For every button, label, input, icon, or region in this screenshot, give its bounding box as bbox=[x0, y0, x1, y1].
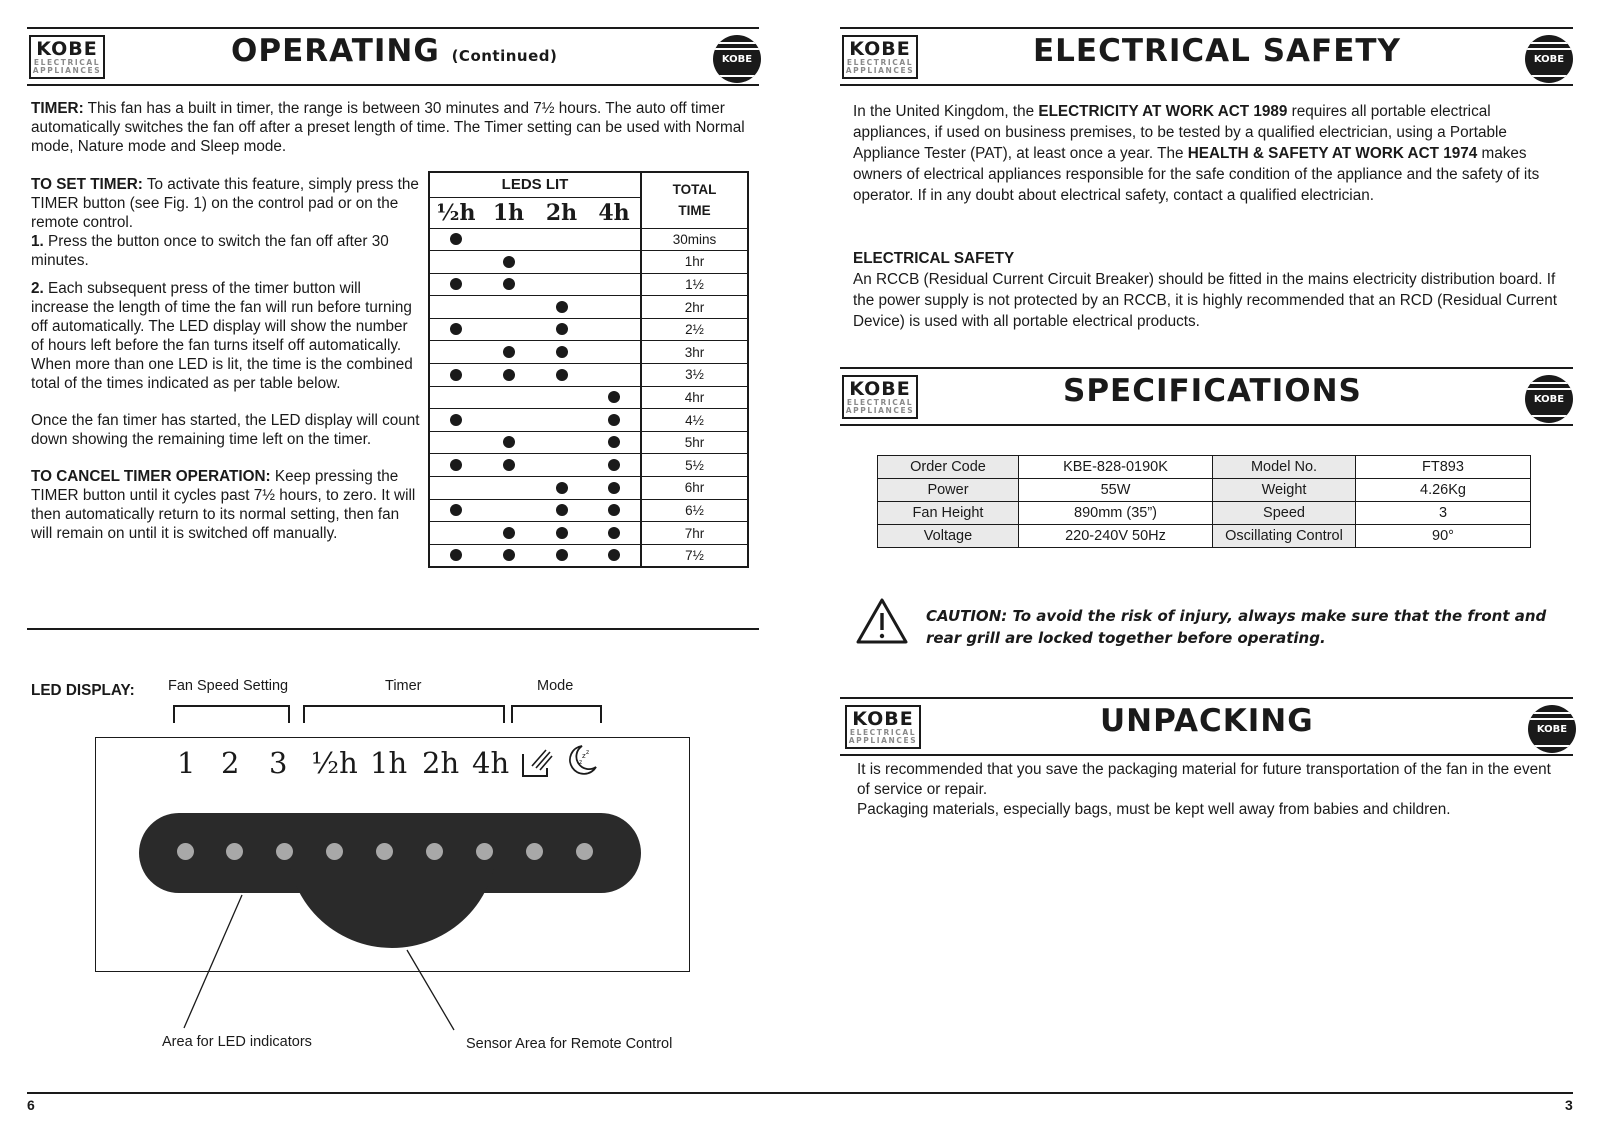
spec-row bbox=[878, 456, 1531, 479]
spec-value: 55W bbox=[1019, 479, 1213, 502]
rccb-text: An RCCB (Residual Current Circuit Breaker) should be fitted in the mains electricity distribution board. If the power supply is not protected by an RCCB, it is highly recommended that an RCD (Residual Current Device) is used with all portable electrical products. bbox=[853, 271, 1557, 330]
total-time-cell: 3hr bbox=[641, 341, 748, 364]
electrical-safety-text: In the United Kingdom, the ELECTRICITY AT WORK ACT 1989 requires all portable electrical appliances, if used on business premises, to be tested by a qualified electrician, using a Portable Appliance Tester (PAT), at least once a year. The HEALTH & SAFETY AT WORK ACT 1974 makes owners of electrical appliances responsible for the safe condition of the appliance and the safety of its operator. If in any doubt about electrical safety, contact a qualified electrician. bbox=[853, 103, 1540, 204]
spec-row bbox=[878, 479, 1531, 502]
unpack-header-rule-top bbox=[840, 697, 1573, 699]
mode-group-label: Mode bbox=[537, 678, 574, 694]
fan-speed-group-label: Fan Speed Setting bbox=[168, 678, 289, 694]
timer-group-label: Timer bbox=[385, 678, 422, 694]
spec-value: FT893 bbox=[1356, 456, 1531, 479]
total-time-cell: 3½ bbox=[641, 364, 748, 387]
timer-half-hour-label: ½h bbox=[311, 746, 358, 780]
kobe-logo: KOBE ELECTRICAL APPLIANCES bbox=[845, 705, 921, 749]
total-time-cell: 1hr bbox=[641, 251, 748, 274]
kobe-badge-icon: KOBE bbox=[1525, 35, 1573, 83]
spec-key: Oscillating Control bbox=[1213, 525, 1356, 548]
spec-key: Order Code bbox=[878, 456, 1019, 479]
spec-value: KBE-828-0190K bbox=[1019, 456, 1213, 479]
speed-1-label: 1 bbox=[177, 746, 196, 780]
spec-value: 890mm (35”) bbox=[1019, 502, 1213, 525]
caution-text: CAUTION: To avoid the risk of injury, always make sure that the front and rear grill are locked together before operating. bbox=[926, 607, 1547, 647]
svg-text:z: z bbox=[579, 759, 583, 766]
total-time-cell: 5½ bbox=[641, 454, 748, 477]
specifications-table bbox=[877, 455, 1531, 548]
caution-warning-icon bbox=[855, 597, 909, 645]
led-display-label: LED DISPLAY: bbox=[31, 682, 135, 699]
led-col-half-hour: ½h bbox=[429, 197, 482, 228]
svg-text:z: z bbox=[582, 752, 586, 760]
total-time-cell: 30mins bbox=[641, 228, 748, 251]
page-number-left: 6 bbox=[27, 1097, 35, 1113]
total-time-cell: 5hr bbox=[641, 431, 748, 454]
title-continued: (Continued) bbox=[451, 47, 558, 65]
timer-intro: TIMER: This fan has a built in timer, the range is between 30 minutes and 7½ hours. The auto off timer automatically switches the fan off after a preset length of time. The Timer setting can be used with Normal mode, Nature mode and Sleep mode. bbox=[31, 100, 745, 155]
spec-row bbox=[878, 502, 1531, 525]
leds-lit-header: LEDS LIT bbox=[429, 172, 641, 197]
spec-key: Power bbox=[878, 479, 1019, 502]
section-title-electrical-safety: ELECTRICAL SAFETY bbox=[1033, 33, 1401, 69]
electrical-safety-subheading: ELECTRICAL SAFETY bbox=[853, 250, 1015, 267]
speed-3-label: 3 bbox=[269, 746, 288, 780]
total-time-cell: 4hr bbox=[641, 386, 748, 409]
total-time-cell: 4½ bbox=[641, 409, 748, 432]
spec-header-rule-bottom bbox=[840, 424, 1573, 426]
elec-header-rule-bottom bbox=[840, 84, 1573, 86]
spec-key: Fan Height bbox=[878, 502, 1019, 525]
timer-1h-label: 1h bbox=[370, 746, 408, 780]
spec-value: 3 bbox=[1356, 502, 1531, 525]
caption-led-area: Area for LED indicators bbox=[162, 1034, 312, 1050]
total-time-cell: 6hr bbox=[641, 477, 748, 500]
set-timer-text: TO SET TIMER: To activate this feature, simply press the TIMER button (see Fig. 1) on the control pad or on the remote control. 1. Press the button once to switch the fan off after 30 minutes. 2. Each subsequent press of the timer button will increase the length of time the fan will run before turning off automatically. The LED display will show the number of hours left before the fan turns itself off automatically. When more than one LED is lit, the time is the combined total of the times indicated as per table below. Once the fan timer has started, the LED display will count down showing the remaining time left on the timer. TO CANCEL TIMER OPERATION: Keep pressing the TIMER button until it cycles past 7½ hours, to zero. It will then automatically return to its normal setting, then fan will remain on until it is switched off manually. bbox=[31, 176, 420, 542]
spec-key: Voltage bbox=[878, 525, 1019, 548]
speed-2-label: 2 bbox=[221, 746, 240, 780]
spec-value: 90° bbox=[1356, 525, 1531, 548]
spec-key: Weight bbox=[1213, 479, 1356, 502]
kobe-badge-icon: KOBE bbox=[713, 35, 761, 83]
led-col-1h: 1h bbox=[482, 197, 535, 228]
page-title-operating: OPERATING (Continued) bbox=[231, 33, 558, 69]
spec-key: Model No. bbox=[1213, 456, 1356, 479]
timer-2h-label: 2h bbox=[422, 746, 460, 780]
svg-text:z: z bbox=[586, 749, 590, 756]
unpack-header-rule-bottom bbox=[840, 754, 1573, 756]
spec-key: Speed bbox=[1213, 502, 1356, 525]
footer-rule bbox=[27, 1092, 1573, 1094]
spec-row bbox=[878, 525, 1531, 548]
total-time-cell: 2½ bbox=[641, 318, 748, 341]
total-time-cell: 7½ bbox=[641, 544, 748, 567]
timer-4h-label: 4h bbox=[472, 746, 510, 780]
section-title-unpacking: UNPACKING bbox=[1100, 703, 1314, 739]
total-time-cell: 1½ bbox=[641, 273, 748, 296]
total-time-cell: 2hr bbox=[641, 296, 748, 319]
led-col-2h: 2h bbox=[535, 197, 588, 228]
spec-header-rule-top bbox=[840, 367, 1573, 369]
section-title-specifications: SPECIFICATIONS bbox=[1063, 373, 1362, 409]
unpacking-text: It is recommended that you save the packaging material for future transportation of the fan in the event of service or repair. Packaging materials, especially bags, must be kept well away from babies and children. bbox=[857, 761, 1551, 818]
spec-value: 4.26Kg bbox=[1356, 479, 1531, 502]
total-time-cell: 7hr bbox=[641, 522, 748, 545]
page-number-right: 3 bbox=[1565, 1097, 1573, 1113]
kobe-logo: KOBE ELECTRICAL APPLIANCES bbox=[842, 35, 918, 79]
caption-sensor-area: Sensor Area for Remote Control bbox=[466, 1036, 673, 1052]
kobe-badge-icon: KOBE bbox=[1528, 705, 1576, 753]
kobe-logo: KOBE ELECTRICAL APPLIANCES bbox=[29, 35, 105, 79]
kobe-badge-icon: KOBE bbox=[1525, 375, 1573, 423]
total-time-header: TOTAL TIME bbox=[641, 172, 748, 228]
spec-value: 220-240V 50Hz bbox=[1019, 525, 1213, 548]
led-col-4h: 4h bbox=[588, 197, 641, 228]
kobe-logo: KOBE ELECTRICAL APPLIANCES bbox=[842, 375, 918, 419]
total-time-cell: 6½ bbox=[641, 499, 748, 522]
elec-header-rule-top bbox=[840, 27, 1573, 29]
